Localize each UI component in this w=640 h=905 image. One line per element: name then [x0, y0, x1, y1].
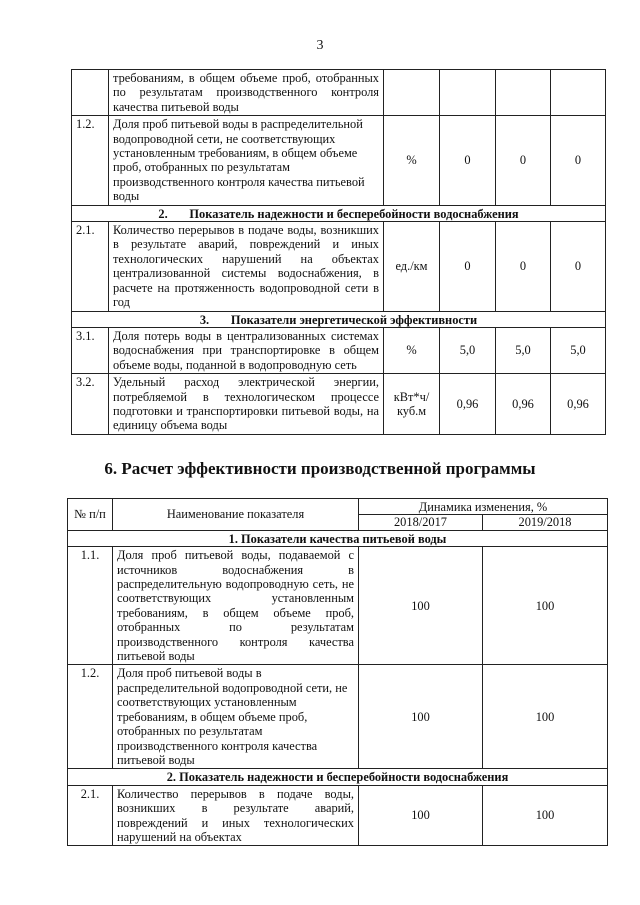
row-number	[72, 70, 109, 116]
section-row	[72, 205, 606, 221]
indicator-name: Количество перерывов в подаче воды, возникших в результате аварий, повреждений и иных технологических нарушений на объектах	[113, 785, 359, 846]
indicator-name: Количество перерывов в подаче воды, возникших в результате аварий, повреждений и иных технологических нарушений на объектах централизованной системы водоснабжения, в расчете на протяженность водопроводной сети в год	[109, 222, 384, 311]
value-cell: 100	[483, 785, 608, 846]
value-cell: 0	[496, 222, 551, 311]
value-cell: 100	[483, 665, 608, 769]
row-number: 3.2.	[72, 374, 109, 435]
value-cell: 0	[440, 116, 496, 205]
row-number: 2.1.	[72, 222, 109, 311]
indicators-table	[71, 69, 606, 435]
value-cell: 0,96	[551, 374, 606, 435]
indicator-name: Доля потерь воды в централизованных системах водоснабжения при транспортировке в общем объеме воды, поданной в водопроводную сеть	[109, 327, 384, 373]
section-title: Показатели энергетической эффективности	[230, 312, 478, 327]
value-cell: 0	[551, 222, 606, 311]
row-number: 1.2.	[68, 665, 113, 769]
section-heading	[72, 311, 606, 327]
section-number: 2.	[158, 206, 168, 221]
value-cell: 5,0	[496, 327, 551, 373]
indicator-name: требованиям, в общем объеме проб, отобранных по результатам производственного контроля качества питьевой воды	[109, 70, 384, 116]
value-cell: 0	[551, 116, 606, 205]
column-header-name: Наименование показателя	[113, 499, 359, 531]
header-row	[68, 499, 608, 515]
section-title-efficiency: 6. Расчет эффективности производственной программы	[104, 459, 536, 478]
value-cell: 5,0	[551, 327, 606, 373]
unit-cell: %	[384, 327, 440, 373]
indicator-name: Удельный расход электрической энергии, потребляемой в технологическом процессе подготовки и транспортировки питьевой воды, на единицу объема воды	[109, 374, 384, 435]
unit-cell: ед./км	[384, 222, 440, 311]
page-number: 3	[316, 38, 324, 53]
unit-cell: кВт*ч/ куб.м	[384, 374, 440, 435]
section-number: 3.	[199, 312, 210, 327]
value-cell: 100	[483, 547, 608, 665]
section-heading	[72, 205, 606, 221]
indicator-name: Доля проб питьевой воды в распределительной водопроводной сети, не соответствующих установленным требованиям, в общем объеме проб, отобранных по результатам производственного контроля качества питьевой воды	[109, 116, 384, 205]
value-cell	[440, 70, 496, 116]
value-cell: 0	[496, 116, 551, 205]
section-row	[68, 769, 608, 785]
section-row	[72, 311, 606, 327]
table-row	[72, 70, 606, 116]
column-header-number: № п/п	[68, 499, 113, 531]
section-row	[68, 530, 608, 546]
value-cell: 100	[359, 547, 483, 665]
section-title: Показатель надежности и бесперебойности водоснабжения	[189, 206, 519, 221]
column-header-dynamics: Динамика изменения, %	[359, 499, 608, 515]
value-cell: 100	[359, 665, 483, 769]
row-number: 3.1.	[72, 327, 109, 373]
table-row	[72, 327, 606, 373]
value-cell: 100	[359, 785, 483, 846]
indicator-name: Доля проб питьевой воды в распределительной водопроводной сети, не соответствующих установленным требованиям, в общем объеме проб, отобранных по результатам производственного контроля качества питьевой воды	[113, 665, 359, 769]
row-number: 1.2.	[72, 116, 109, 205]
row-number: 2.1.	[68, 785, 113, 846]
efficiency-table	[67, 498, 608, 846]
value-cell: 0,96	[496, 374, 551, 435]
value-cell: 0,96	[440, 374, 496, 435]
table-row	[72, 222, 606, 311]
row-number: 1.1.	[68, 547, 113, 665]
column-header-year-2: 2019/2018	[483, 515, 608, 530]
table-row	[68, 665, 608, 769]
table-row	[72, 374, 606, 435]
table-row	[68, 785, 608, 846]
value-cell	[496, 70, 551, 116]
section-heading: 1. Показатели качества питьевой воды	[68, 530, 608, 546]
unit-cell: %	[384, 116, 440, 205]
section-heading: 2. Показатель надежности и бесперебойности водоснабжения	[68, 769, 608, 785]
value-cell: 0	[440, 222, 496, 311]
column-header-year-1: 2018/2017	[359, 515, 483, 530]
indicator-name: Доля проб питьевой воды, подаваемой с источников водоснабжения в распределительную водопроводную сеть, не соответствующих установленным требованиям, в общем объеме проб, отобранных по результатам производственного контроля качества питьевой воды	[113, 547, 359, 665]
unit-cell	[384, 70, 440, 116]
value-cell	[551, 70, 606, 116]
table-row	[72, 116, 606, 205]
table-row	[68, 547, 608, 665]
value-cell: 5,0	[440, 327, 496, 373]
